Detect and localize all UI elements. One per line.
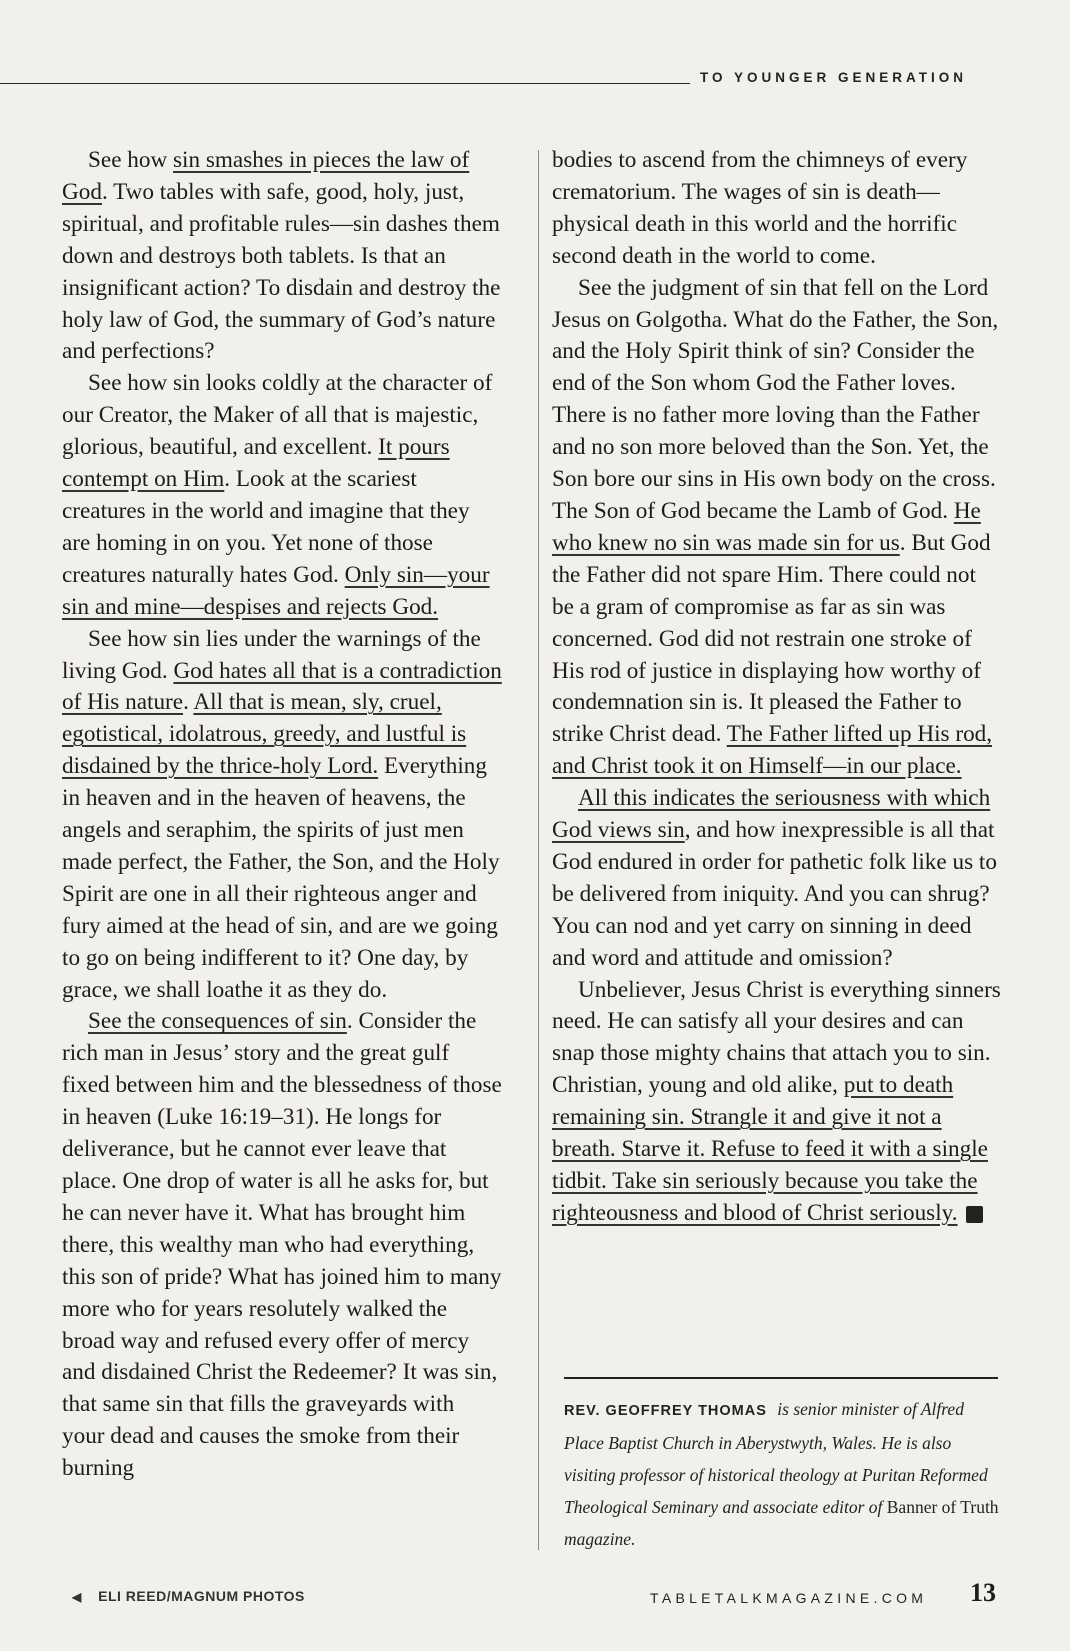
underlined-phrase: The Father lifted up His rod, and Christ took it on Himself—in our place. [552,721,993,780]
column-divider [538,150,539,1550]
underlined-phrase: All this indicates the seriousness with which God views sin [552,785,991,844]
paragraph: See how sin looks coldly at the character of our Creator, the Maker of all that is majestic, glorious, beautiful, and excellent. It pours contempt on Him. Look at the scariest creatures in the world and imagine that they are homing in on you. Yet none of those creatures naturally hates God. Only sin—your sin and mine—despises and rejects God. [62,370,493,620]
photo-credit: ◀ ELI REED/MAGNUM PHOTOS [72,1588,305,1604]
paragraph-continued: bodies to ascend from the chimneys of every crematorium. The wages of sin is death—physical death in this world and the horrific second death in the world to come. [552,147,968,269]
header-rule [0,83,690,84]
underlined-phrase: See the consequences of sin [88,1008,347,1035]
paragraph: All this indicates the seriousness with which God views sin, and how inexpressible is all that God endured in order for pathetic folk like us to be delivered from iniquity. And you can shrug? You can nod and yet carry on sinning in deed and word and attitude and omission? [552,785,997,971]
paragraph: See the judgment of sin that fell on the Lord Jesus on Golgotha. What do the Father, the Son, and the Holy Spirit think of sin? Consider the end of the Son whom God the Father loves. There is no father more loving than the Father and no son more beloved than the Son. Yet, the Son bore our sins in His own body on the cross. The Son of God became the Lamb of God. He who knew no sin was made sin for us. But God the Father did not spare Him. There could not be a gram of compromise as far as sin was concerned. God did not restrain one stroke of His rod of justice in displaying how worthy of condemnation sin is. It pleased the Father to strike Christ dead. The Father lifted up His rod, and Christ took it on Himself—in our place. [552,274,999,780]
paragraph: See how sin smashes in pieces the law of God. Two tables with safe, good, holy, just, spiritual, and profitable rules—sin dashes them down and destroys both tablets. Is that an insignificant action? To disdain and destroy the holy law of God, the summary of God’s nature and perfections? [62,147,501,365]
bio-rule [564,1377,998,1379]
underlined-phrase: Only sin—your sin and mine—despises and rejects God. [62,561,490,620]
author-name: REV. GEOFFREY THOMAS [564,1403,767,1419]
website-url: TABLETALKMAGAZINE.COM [650,1590,928,1606]
author-bio: REV. GEOFFREY THOMAS is senior minister of Alfred Place Baptist Church in Aberystwyth, Wales. He is also visiting professor of historical theology at Puritan Reformed Theological Seminary and associate editor of Banner of Truth magazine. [564,1399,999,1549]
underlined-phrase: God hates all that is a contradiction of His nature [62,657,502,716]
right-column [552,145,1002,1230]
underlined-phrase: sin smashes in pieces the law of God [62,147,470,205]
paragraph: See the consequences of sin. Consider the rich man in Jesus’ story and the great gulf fixed between him and the blessedness of those in heaven (Luke 16:19–31). He longs for deliverance, but he cannot ever leave that place. One drop of water is all he asks for, but he can never have it. What has brought him there, this wealthy man who had everything, this son of pride? What has joined him to many more who for years resolutely walked the broad way and refused every offer of mercy and disdained Christ the Redeemer? It was sin, that same sin that fills the graveyards with your dead and causes the smoke from their burning [62,1008,502,1482]
section-label: TO YOUNGER GENERATION [700,70,968,85]
paragraph: See how sin lies under the warnings of the living God. God hates all that is a contradiction of His nature. All that is mean, sly, cruel, egotistical, idolatrous, greedy, and lustful is disdained by the thrice-holy Lord. Everything in heaven and in the heaven of heavens, the angels and seraphim, the spirits of just men made perfect, the Father, the Son, and the Holy Spirit are one in all their righteous anger and fury aimed at the head of sin, and are we going to go on being indifferent to it? One day, by grace, we shall loathe it as they do. [62,625,502,1003]
left-column [62,145,502,1485]
publication-title: Banner of Truth [886,1497,999,1517]
underlined-phrase: It pours contempt on Him [62,434,450,493]
page-number: 13 [970,1578,996,1607]
underlined-phrase: He who knew no sin was made sin for us [552,497,981,556]
end-mark-icon: T [966,1206,983,1223]
arrow-left-icon: ◀ [72,1590,82,1604]
underlined-phrase: All that is mean, sly, cruel, egotistical, idolatrous, greedy, and lustful is disdained by the thrice-holy Lord. [62,689,467,780]
underlined-phrase: put to death remaining sin. Strangle it and give it not a breath. Starve it. Refuse to feed it with a single tidbit. Take sin seriously because you take the righteousness and blood of Christ seriously. [552,1072,988,1226]
paragraph: Unbeliever, Jesus Christ is everything sinners need. He can satisfy all your desires and can snap those mighty chains that attach you to sin. Christian, young and old alike, put to death remaining sin. Strangle it and give it not a breath. Starve it. Refuse to feed it with a single tidbit. Take sin seriously because you take the righteousness and blood of Christ seriously. T [552,976,1001,1226]
